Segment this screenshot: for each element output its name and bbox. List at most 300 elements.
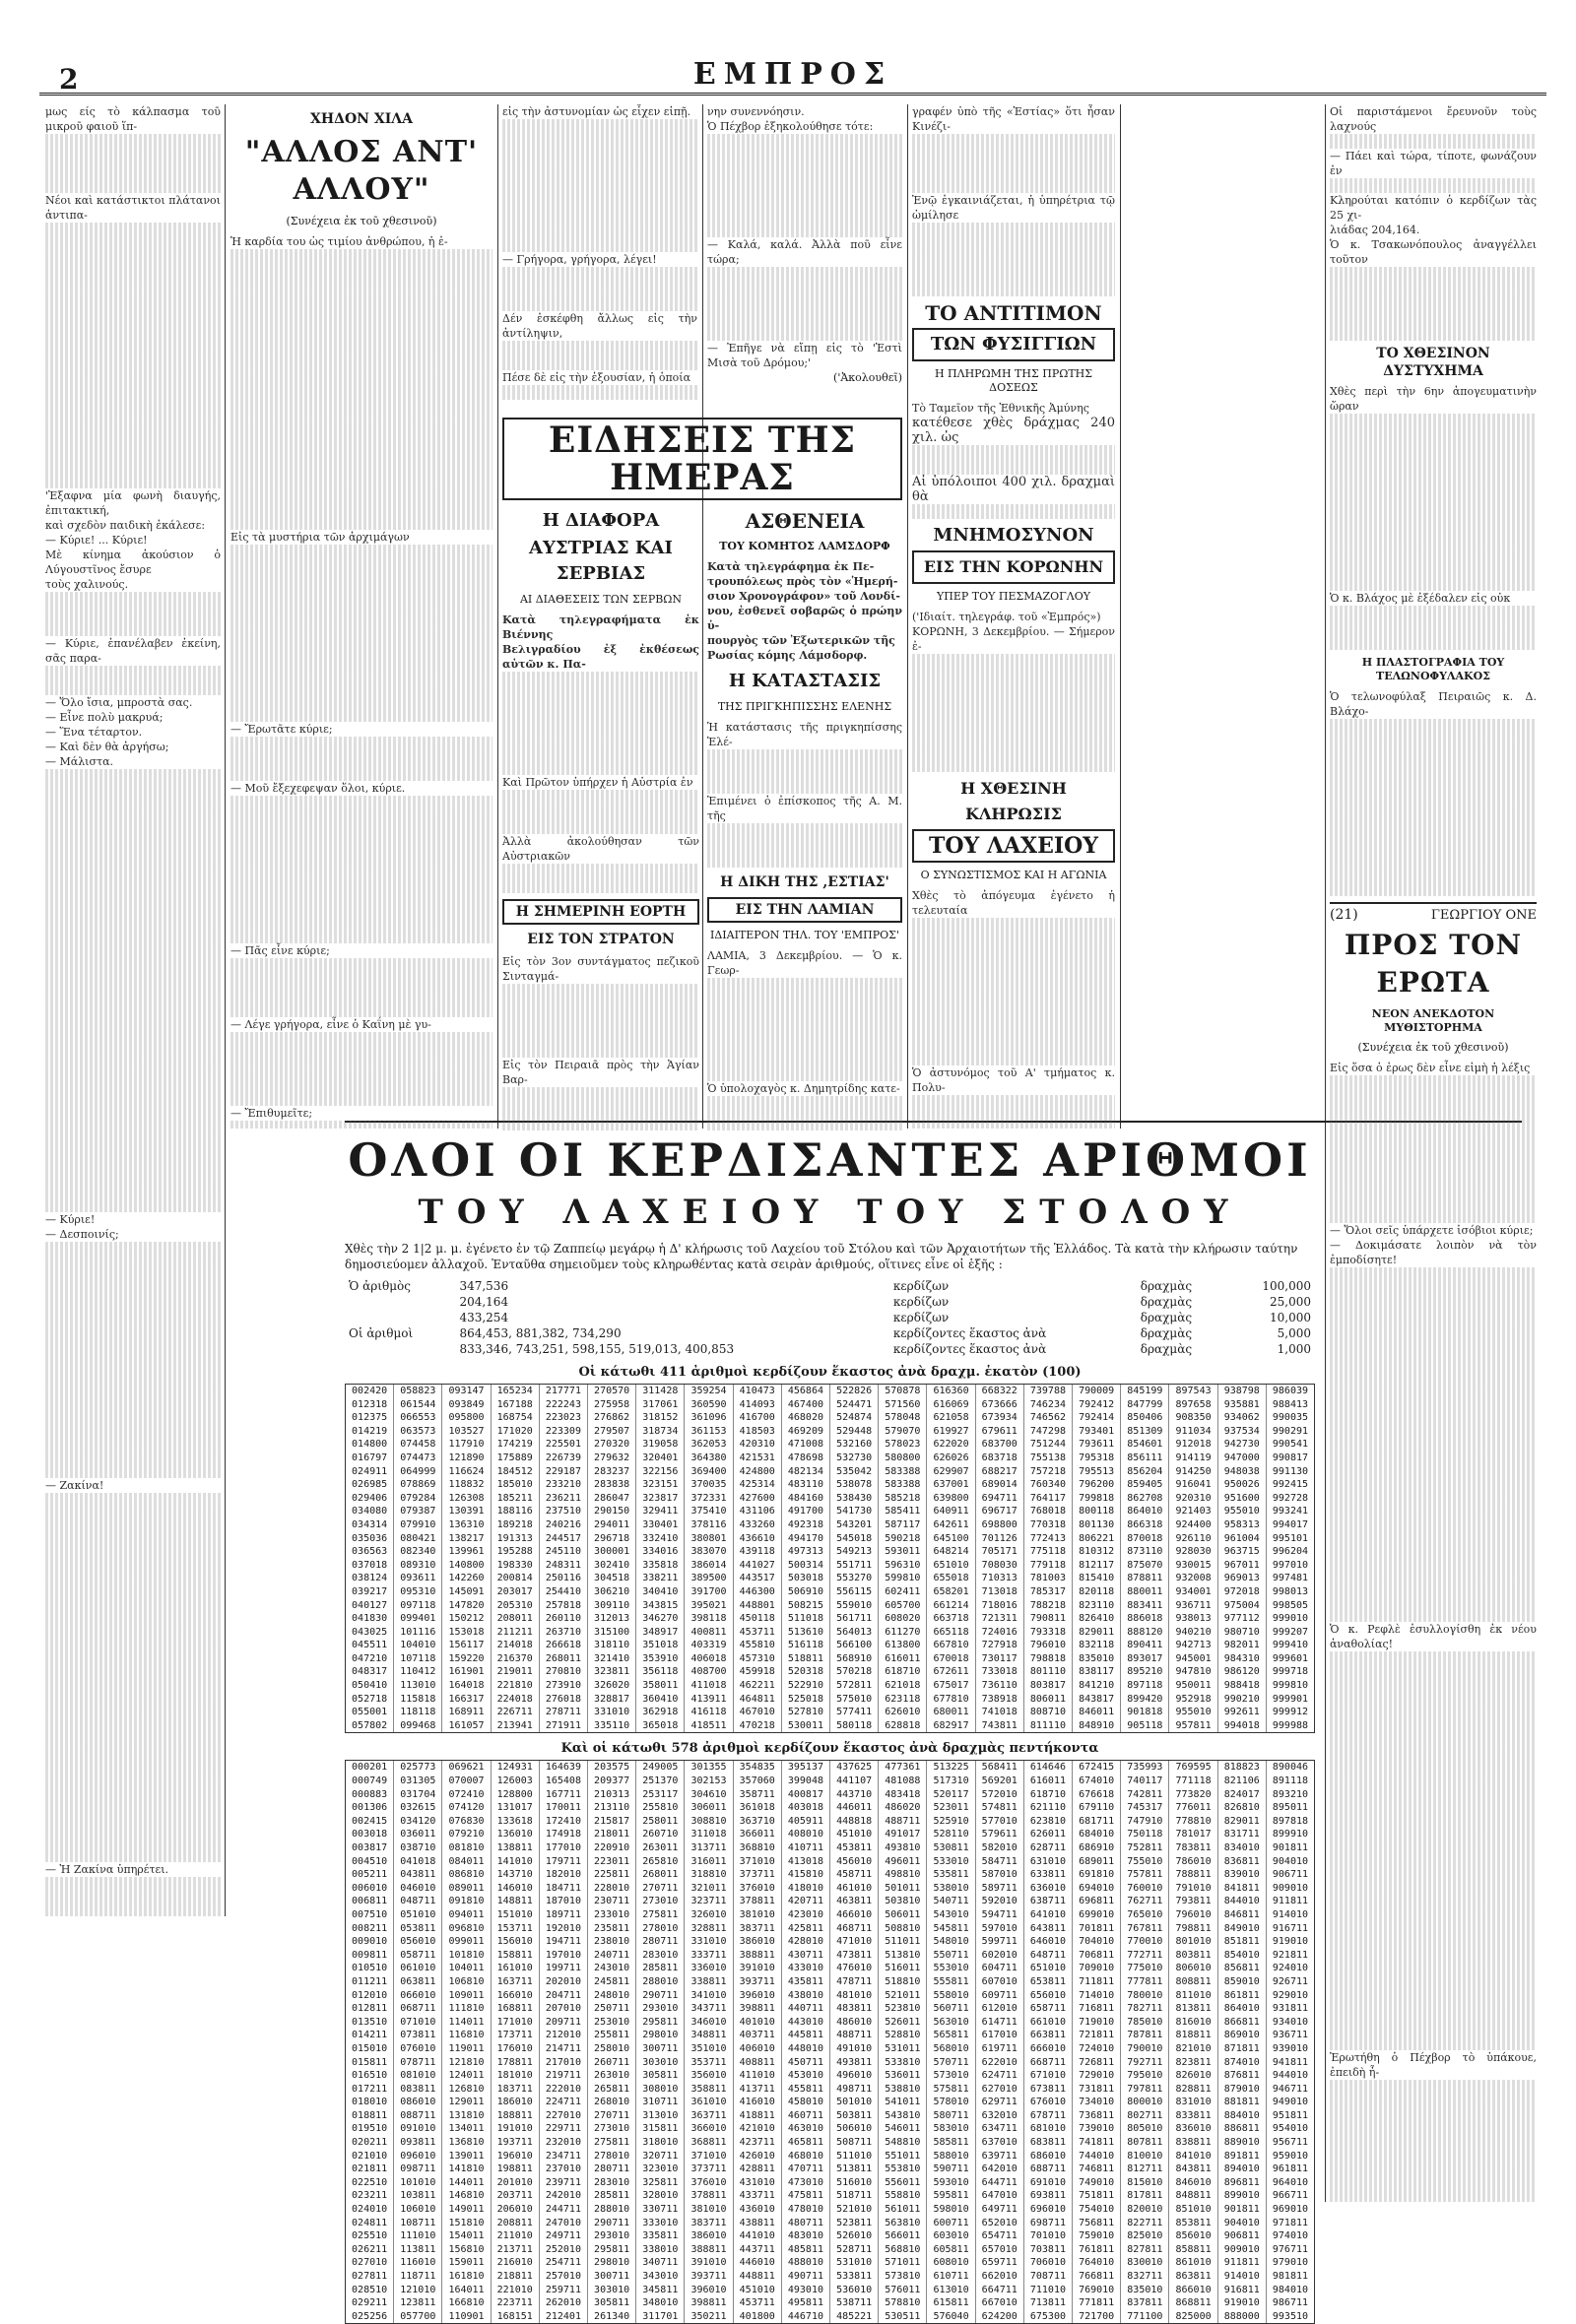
winning-number: 148811 — [492, 1895, 540, 1908]
winning-number: 172410 — [540, 1815, 588, 1829]
winning-number: 600711 — [927, 2217, 975, 2230]
winning-number: 741018 — [976, 1706, 1024, 1719]
winning-number: 304610 — [685, 1788, 733, 1802]
prize-label — [345, 1294, 455, 1310]
winning-number: 993510 — [1272, 2310, 1309, 2322]
winning-number: 986039 — [1272, 1386, 1309, 1396]
winning-number: 014800 — [346, 1438, 394, 1452]
winning-number: 199711 — [540, 1962, 588, 1975]
winning-number: 919010 — [1272, 1936, 1309, 1948]
winning-number: 401800 — [734, 2310, 782, 2324]
winning-number: 198330 — [492, 1559, 540, 1573]
winning-number: 280711 — [588, 2163, 636, 2176]
winning-number: 858811 — [1169, 2243, 1217, 2257]
winning-number: 543010 — [927, 1908, 975, 1922]
prize-row — [345, 1294, 1315, 1310]
winning-number: 950011 — [1169, 1679, 1217, 1693]
winning-number: 064999 — [394, 1465, 442, 1479]
winning-number: 713018 — [976, 1585, 1024, 1599]
winning-number: 904010 — [1272, 1855, 1309, 1867]
winning-number: 031305 — [394, 1775, 442, 1788]
winning-number: 254410 — [540, 1585, 588, 1599]
winning-number: 309110 — [588, 1599, 636, 1613]
winning-number: 227010 — [540, 2109, 588, 2123]
winning-number: 245110 — [540, 1545, 588, 1559]
winning-number: 365018 — [636, 1719, 685, 1733]
winning-number: 041830 — [346, 1612, 394, 1626]
winning-number: 997010 — [1272, 1559, 1309, 1571]
winning-number: 862708 — [1121, 1492, 1169, 1506]
winning-number: 893210 — [1272, 1788, 1309, 1800]
winning-number: 721700 — [1073, 2310, 1121, 2324]
winning-number: 340410 — [636, 1585, 685, 1599]
winning-number: 330711 — [636, 2203, 685, 2217]
winning-number: 525910 — [927, 1815, 975, 1829]
winning-number: 000749 — [346, 1775, 394, 1788]
winning-number: 223023 — [540, 1411, 588, 1425]
winning-number: 494170 — [782, 1532, 830, 1546]
winning-number: 332410 — [636, 1532, 685, 1546]
winning-number: 478698 — [782, 1452, 830, 1465]
winning-number: 222243 — [540, 1398, 588, 1412]
prize-word: κερδίζων — [892, 1311, 950, 1324]
winning-number: 773820 — [1169, 1788, 1217, 1802]
winning-number: 772711 — [1121, 1949, 1169, 1963]
winning-number: 295811 — [636, 2016, 685, 2030]
winning-number: 084011 — [442, 1855, 491, 1869]
text-line: Ὁ τελωνοφύλαξ Πειραιῶς κ. Δ. Βλάχο- — [1330, 690, 1537, 718]
winning-number: 605700 — [879, 1599, 927, 1613]
winning-number: 195288 — [492, 1545, 540, 1559]
winning-number: 652010 — [976, 2217, 1024, 2230]
winning-number: 891118 — [1272, 1775, 1309, 1787]
winning-number: 991130 — [1272, 1465, 1309, 1477]
winning-number: 463010 — [782, 2122, 830, 2136]
winning-number: 916711 — [1272, 1922, 1309, 1934]
winning-number: 068711 — [394, 2002, 442, 2016]
winning-number: 099401 — [394, 1612, 442, 1626]
winning-number: 056010 — [394, 1935, 442, 1949]
winning-number: 021811 — [346, 2163, 394, 2176]
winning-number: 263710 — [540, 1626, 588, 1640]
winning-number: 530511 — [879, 2310, 927, 2324]
winning-number: 658201 — [927, 1585, 975, 1599]
winning-number: 456010 — [830, 1855, 879, 1869]
winning-number: 741811 — [1073, 2136, 1121, 2150]
winning-number: 168754 — [492, 1411, 540, 1425]
winning-number: 453711 — [734, 1626, 782, 1640]
winning-number: 488711 — [879, 1815, 927, 1829]
winning-number: 351010 — [685, 2042, 733, 2056]
winning-number: 094011 — [442, 1908, 491, 1922]
winning-number: 558010 — [927, 1989, 975, 2003]
winning-number: 278711 — [540, 1706, 588, 1719]
winning-number: 216010 — [492, 2256, 540, 2270]
winning-number: 181010 — [492, 2069, 540, 2083]
winning-number: 441107 — [830, 1775, 879, 1788]
winning-number: 038710 — [394, 1841, 442, 1855]
number-row — [346, 2256, 1314, 2270]
winning-number: 671010 — [1024, 2069, 1073, 2083]
winning-number: 428010 — [782, 1935, 830, 1949]
winning-number: 797811 — [1121, 2083, 1169, 2097]
winning-number: 822711 — [1121, 2217, 1169, 2230]
story-headline: Η ΚΑΤΑΣΤΑΣΙΣ — [728, 671, 882, 691]
winning-number: 708711 — [1024, 2270, 1073, 2284]
winning-number: 788811 — [1169, 1868, 1217, 1882]
winning-number: 240216 — [540, 1518, 588, 1532]
number-row — [346, 1385, 1314, 1398]
winning-number: 551711 — [830, 1559, 879, 1573]
winning-number: 109011 — [442, 1989, 491, 2003]
winning-number: 313711 — [685, 1841, 733, 1855]
text-line: κατέθεσε χθὲς δράχμας 240 χιλ. ὡς — [912, 416, 1115, 445]
winning-number: 329411 — [636, 1505, 685, 1518]
winning-number: 888120 — [1121, 1626, 1169, 1640]
winning-number: 403711 — [734, 2029, 782, 2042]
winning-number: 006811 — [346, 1895, 394, 1908]
winning-number: 984310 — [1218, 1652, 1267, 1666]
winning-number: 617010 — [976, 2029, 1024, 2042]
winning-number: 742811 — [1121, 1788, 1169, 1802]
winning-number: 641010 — [1024, 1908, 1073, 1922]
story-headline: Η ΔΙΚΗ ΤΗΣ ,ΕΣΤΙΑΣ' — [720, 874, 889, 890]
winning-number: 486020 — [879, 1801, 927, 1815]
winning-number: 308810 — [685, 1815, 733, 1829]
winning-number: 420711 — [782, 1895, 830, 1908]
winning-number: 934062 — [1218, 1411, 1267, 1425]
winning-number: 443711 — [734, 2243, 782, 2257]
winning-number: 749010 — [1073, 2176, 1121, 2190]
winning-number: 659711 — [976, 2256, 1024, 2270]
winning-number: 383711 — [734, 1922, 782, 1936]
winning-number: 115818 — [394, 1693, 442, 1707]
winning-number: 721811 — [1073, 2029, 1121, 2042]
winning-number: 410711 — [782, 1841, 830, 1855]
column-rule — [1120, 104, 1121, 1129]
winning-number: 511018 — [782, 1612, 830, 1626]
winning-number: 500314 — [782, 1559, 830, 1573]
text-line: Ὁ ὑπολοχαγὸς κ. Δημητρίδης κατε- — [707, 1082, 900, 1095]
winning-number: 831711 — [1218, 1828, 1267, 1841]
winning-number: 006010 — [346, 1882, 394, 1896]
winning-number: 667010 — [976, 2296, 1024, 2310]
winning-number: 348811 — [685, 2029, 733, 2042]
winning-number: 136310 — [442, 1518, 491, 1532]
winning-number: 488711 — [830, 2029, 879, 2042]
winning-number: 543201 — [830, 1518, 879, 1532]
number-row — [346, 2109, 1314, 2123]
winning-number: 150212 — [442, 1612, 491, 1626]
winning-number: 508711 — [830, 2136, 879, 2150]
winning-number: 182010 — [540, 1868, 588, 1882]
winning-number: 348010 — [636, 2296, 685, 2310]
winning-number: 343815 — [636, 1599, 685, 1613]
winning-number: 427600 — [734, 1492, 782, 1506]
winning-number: 769010 — [1073, 2284, 1121, 2297]
text-line: — Καὶ δὲν θὰ ἀργήσω; — [45, 741, 169, 753]
winning-number: 543810 — [879, 2109, 927, 2123]
winning-number: 294011 — [588, 1518, 636, 1532]
number-row — [346, 2056, 1314, 2070]
text-line: Χθὲς τὸ ἀπόγευμα ἐγένετο ἡ τελευταία — [912, 889, 1115, 917]
winning-number: 418811 — [734, 2109, 782, 2123]
winning-number: 520117 — [927, 1788, 975, 1802]
winning-number: 589711 — [976, 1882, 1024, 1896]
winning-number: 121890 — [442, 1452, 491, 1465]
winning-number: 990210 — [1218, 1693, 1267, 1707]
winning-number: 036011 — [394, 1828, 442, 1841]
winning-number: 846811 — [1218, 1908, 1267, 1922]
winning-number: 425314 — [734, 1478, 782, 1492]
winning-number: 623118 — [879, 1693, 927, 1707]
winning-number: 711010 — [1024, 2284, 1073, 2297]
winning-number: 930015 — [1169, 1559, 1217, 1573]
winning-number: 408700 — [685, 1665, 733, 1679]
winning-number: 746811 — [1073, 2163, 1121, 2176]
winning-number: 731811 — [1073, 2083, 1121, 2097]
winning-number: 058711 — [394, 1949, 442, 1963]
winning-number: 485811 — [782, 2243, 830, 2257]
winning-number: 859405 — [1121, 1478, 1169, 1492]
serial-continuation: (Συνέχεια ἐκ τοῦ χθεσινοῦ) — [1357, 1041, 1509, 1054]
winning-number: 446010 — [734, 2256, 782, 2270]
winning-number: 079387 — [394, 1505, 442, 1518]
winning-number: 608010 — [927, 2256, 975, 2270]
winning-number: 937534 — [1218, 1425, 1267, 1439]
winning-number: 533810 — [879, 2056, 927, 2070]
prize-numbers: 204,164 — [459, 1295, 509, 1309]
winning-number: 258011 — [636, 1815, 685, 1829]
winning-number: 423010 — [782, 1908, 830, 1922]
number-row — [346, 1841, 1314, 1855]
winning-number: 161010 — [492, 1962, 540, 1975]
winning-number: 025256 — [346, 2310, 394, 2324]
winning-number: 476010 — [830, 1962, 879, 1975]
number-row — [346, 2310, 1314, 2324]
winning-number: 891811 — [1218, 2150, 1267, 2163]
winning-number: 888000 — [1218, 2310, 1267, 2324]
winning-number: 003018 — [346, 1828, 394, 1841]
winning-number: 875070 — [1121, 1559, 1169, 1573]
winning-number: 283010 — [636, 1949, 685, 1963]
winning-number: 341010 — [685, 1989, 733, 2003]
winning-number: 124931 — [492, 1761, 540, 1775]
winning-number: 986711 — [1272, 2297, 1309, 2309]
winning-number: 992415 — [1272, 1479, 1309, 1491]
winning-number: 098711 — [394, 2163, 442, 2176]
winning-number: 798818 — [1024, 1652, 1073, 1666]
winning-number: 416010 — [734, 2096, 782, 2109]
winning-number: 496011 — [879, 1855, 927, 1869]
winning-number: 756811 — [1073, 2217, 1121, 2230]
winning-number: 471010 — [830, 1935, 879, 1949]
number-row — [346, 1398, 1314, 1412]
winning-number: 645100 — [927, 1532, 975, 1546]
winning-number: 318810 — [685, 1868, 733, 1882]
winning-number: 410473 — [734, 1385, 782, 1398]
number-row — [346, 2083, 1314, 2097]
prize-row — [345, 1278, 1315, 1294]
text-line: — Κύριε, ἐπανέλαβεν ἐκείνη, σᾶς παρα- — [45, 637, 221, 665]
winning-number: 346270 — [636, 1612, 685, 1626]
winning-number: 081010 — [394, 2069, 442, 2083]
winning-number: 393711 — [734, 1975, 782, 1989]
text-line: σιον Χρονογράφον» τοῦ Λονδί- — [707, 590, 900, 603]
winning-number: 141810 — [442, 2163, 491, 2176]
winning-number: 470711 — [782, 2163, 830, 2176]
winning-number: 880011 — [1121, 1585, 1169, 1599]
text-line: Κληρούται κατόπιν ὁ κερδίζων τὰς 25 χι- — [1330, 194, 1537, 222]
winning-number: 222010 — [540, 2083, 588, 2097]
winning-number: 439118 — [734, 1545, 782, 1559]
winning-number: 890411 — [1121, 1639, 1169, 1652]
story-subheadline: ΑΙ ΔΙΑΘΕΣΕΙΣ ΤΩΝ ΣΕΡΒΩΝ — [519, 593, 683, 606]
winning-number: 796010 — [1024, 1639, 1073, 1652]
winning-number: 517310 — [927, 1775, 975, 1788]
winning-number: 026985 — [346, 1478, 394, 1492]
winning-number: 103811 — [394, 2189, 442, 2203]
winning-number: 330401 — [636, 1518, 685, 1532]
winning-number: 305811 — [636, 2069, 685, 2083]
winning-number: 212401 — [540, 2310, 588, 2324]
winning-number: 815410 — [1073, 1572, 1121, 1585]
winning-number: 730117 — [976, 1652, 1024, 1666]
winning-number: 245811 — [588, 1975, 636, 1989]
winning-number: 388811 — [734, 1949, 782, 1963]
winning-number: 483110 — [782, 1478, 830, 1492]
winning-number: 191313 — [492, 1532, 540, 1546]
winning-number: 806011 — [1024, 1693, 1073, 1707]
story-subheadline: ΕΙΣ ΤΟΝ ΣΤΡΑΤΟΝ — [527, 932, 675, 947]
story-kicker: ΥΠΕΡ ΤΟΥ ΠΕΣΜΑΖΟΓΛΟΥ — [936, 590, 1091, 603]
winning-number: 202010 — [540, 1975, 588, 1989]
number-row — [346, 1452, 1314, 1465]
text-line: Ἀλλὰ ἀκολούθησαν τῶν Αὐστριακῶν — [502, 835, 699, 863]
text-line: Ὁ κ. Τσακωνόπουλος ἀναγγέλλει τοῦτον — [1330, 238, 1537, 266]
winning-number: 398811 — [734, 2002, 782, 2016]
winning-number: 158811 — [492, 1949, 540, 1963]
winning-number: 420310 — [734, 1438, 782, 1452]
winning-number: 323817 — [636, 1492, 685, 1506]
winning-number: 101010 — [394, 2176, 442, 2190]
winning-number: 165408 — [540, 1775, 588, 1788]
winning-number: 257010 — [540, 2270, 588, 2284]
text-line: ('Ιδιαίτ. τηλεγράφ. τοῦ «Ἐμπρός») — [912, 611, 1101, 623]
winning-number: 648711 — [1024, 1949, 1073, 1963]
winning-number: 192010 — [540, 1922, 588, 1936]
winning-number: 093611 — [394, 1572, 442, 1585]
winning-number: 779118 — [1024, 1559, 1073, 1573]
winning-number: 448801 — [734, 1599, 782, 1613]
winning-number: 800010 — [1121, 2096, 1169, 2109]
winning-number: 268011 — [636, 1868, 685, 1882]
lottery-subheadline: ΤΟΥ ΛΑΧΕΙΟΥ ΤΟΥ ΣΤΟΛΟΥ — [418, 1193, 1242, 1232]
winning-number: 661214 — [927, 1599, 975, 1613]
winning-number: 676618 — [1073, 1788, 1121, 1802]
winning-number: 293010 — [636, 2002, 685, 2016]
winning-number: 400817 — [782, 1788, 830, 1802]
winning-number: 361096 — [685, 1411, 733, 1425]
text-line: Νέοι καὶ κατάστικτοι πλάτανοι ἀντιπα- — [45, 194, 221, 222]
winning-number: 926711 — [1272, 1975, 1309, 1987]
number-row — [346, 1626, 1314, 1640]
winning-number: 691810 — [1073, 1868, 1121, 1882]
winning-number: 508810 — [879, 1922, 927, 1936]
winning-number: 200814 — [492, 1572, 540, 1585]
winning-number: 994018 — [1218, 1719, 1267, 1733]
winning-number: 371010 — [734, 1855, 782, 1869]
winning-number: 353711 — [685, 2056, 733, 2070]
section-title-100: Οἱ κάτωθι 411 ἀριθμοὶ κερδίζουν ἕκαστος ἀνὰ δραχμ. ἑκατὸν (100) — [578, 1365, 1082, 1380]
number-row — [346, 1935, 1314, 1949]
text-line: Ὁ Πέχβορ ἐξηκολούθησε τότε: — [707, 120, 874, 133]
winning-number: 553010 — [927, 1962, 975, 1975]
winning-number: 998505 — [1272, 1599, 1309, 1611]
winning-number: 053811 — [394, 1922, 442, 1936]
winning-number: 008211 — [346, 1922, 394, 1936]
winning-number: 151810 — [442, 2217, 491, 2230]
text-line: ΚΟΡΩΝΗ, 3 Δεκεμβρίου. — Σήμερον ἐ- — [912, 625, 1115, 653]
winning-number: 988418 — [1218, 1679, 1267, 1693]
winning-number: 211010 — [492, 2229, 540, 2243]
winning-number: 491700 — [782, 1505, 830, 1518]
column-8-stories — [1330, 104, 1537, 2202]
left-column-story — [45, 104, 221, 1916]
winning-number: 856111 — [1121, 1452, 1169, 1465]
winning-number: 778810 — [1169, 1815, 1217, 1829]
winning-number: 040127 — [346, 1599, 394, 1613]
winning-number: 670018 — [927, 1652, 975, 1666]
winning-number: 893017 — [1121, 1652, 1169, 1666]
winning-number: 859010 — [1218, 1975, 1267, 1989]
winning-number: 240711 — [588, 1949, 636, 1963]
number-row — [346, 2270, 1314, 2284]
winning-number: 788218 — [1024, 1599, 1073, 1613]
winning-number: 795318 — [1073, 1452, 1121, 1465]
winning-number: 248311 — [540, 1559, 588, 1573]
winning-number: 560711 — [927, 2002, 975, 2016]
winning-number: 316011 — [685, 1855, 733, 1869]
winning-number: 770010 — [1121, 1935, 1169, 1949]
winning-number: 944010 — [1272, 2070, 1309, 2082]
winning-number: 897658 — [1169, 1398, 1217, 1412]
winning-number: 673934 — [976, 1411, 1024, 1425]
winning-number: 173711 — [492, 2029, 540, 2042]
column-2-story — [230, 104, 492, 1129]
number-row — [346, 1411, 1314, 1425]
winning-number: 351018 — [636, 1639, 685, 1652]
winning-number: 590711 — [927, 2163, 975, 2176]
winning-number: 229711 — [540, 2122, 588, 2136]
winning-number: 001306 — [346, 1801, 394, 1815]
winning-number: 582010 — [976, 1841, 1024, 1855]
winning-number: 566011 — [879, 2229, 927, 2243]
story-headline: ΤΟ ΧΘΕΣΙΝΟΝ ΔΥΣΤΥΧΗΜΑ — [1376, 346, 1490, 379]
winning-number: 400811 — [685, 1626, 733, 1640]
winning-number: 403018 — [782, 1801, 830, 1815]
winning-number: 276862 — [588, 1411, 636, 1425]
winning-number: 972018 — [1218, 1585, 1267, 1599]
winning-number: 283838 — [588, 1478, 636, 1492]
winning-number: 478010 — [782, 2203, 830, 2217]
winning-number: 629711 — [976, 2096, 1024, 2109]
prize-currency: δραχμὰς — [1140, 1279, 1193, 1293]
winning-number: 368811 — [685, 2136, 733, 2150]
winning-number: 361153 — [685, 1425, 733, 1439]
text-line: εἰς τὴν ἀστυνομίαν ὡς εἶχεν εἰπῇ. — [502, 105, 691, 118]
winning-number: 760010 — [1121, 1882, 1169, 1896]
